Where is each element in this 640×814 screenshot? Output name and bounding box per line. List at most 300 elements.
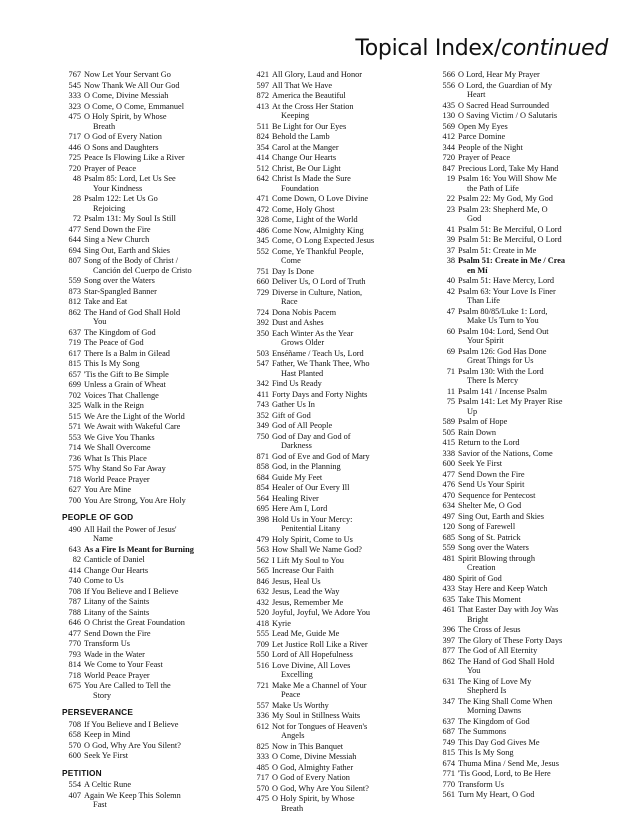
hymn-title [272, 681, 424, 700]
hymn-number: 28 [72, 194, 81, 203]
index-entry [248, 329, 424, 348]
hymn-title [458, 543, 614, 553]
hymn-number: 418 [256, 618, 269, 628]
hymn-title [458, 397, 614, 416]
index-entry [248, 504, 424, 514]
hymn-title-line: The King Shall Come When [458, 696, 553, 706]
index-entry [434, 522, 614, 532]
hymn-title-line: Deliver Us, O Lord of Truth [272, 277, 366, 286]
index-entry [60, 496, 238, 506]
hymn-title-line: Come, Ye Thankful People, [272, 246, 364, 256]
hymn-title-line: Psalm 51: Be Merciful, O Lord [458, 235, 562, 244]
hymn-title [272, 308, 424, 318]
hymn-number: 392 [256, 318, 269, 327]
index-column-2 [248, 70, 424, 814]
hymn-number: 345 [256, 236, 269, 245]
hymn-title [84, 132, 238, 142]
hymn-number: 684 [256, 472, 269, 482]
hymn-number: 824 [256, 132, 269, 141]
hymn-number: 637 [68, 327, 81, 337]
hymn-number: 788 [68, 607, 81, 617]
hymn-title-line: Lead Me, Guide Me [272, 629, 340, 638]
index-entry [434, 625, 614, 635]
hymn-title [272, 359, 424, 378]
hymn-title-continuation: Canción del Cuerpo de Cristo [93, 265, 192, 275]
hymn-title [84, 741, 238, 751]
index-entry [60, 112, 238, 131]
hymn-title-line: Prayer of Peace [458, 153, 511, 162]
hymn-title-continuation: Angels [281, 731, 305, 740]
hymn-number: 570 [68, 740, 81, 750]
index-entry [248, 390, 424, 400]
index-entry [248, 619, 424, 629]
hymn-title [272, 587, 424, 597]
hymn-title [84, 443, 238, 453]
index-entry [60, 741, 238, 751]
index-entry [60, 422, 238, 432]
index-entry [60, 475, 238, 485]
index-entry [248, 70, 424, 80]
index-entry [434, 387, 614, 397]
hymn-number: 22 [446, 194, 455, 203]
hymn-title [84, 555, 238, 565]
hymn-number: 862 [68, 307, 81, 317]
hymn-title [272, 452, 424, 462]
hymn-title-line: World Peace Prayer [84, 670, 150, 680]
hymn-number: 617 [68, 348, 81, 358]
hymn-title [272, 701, 424, 711]
hymn-title [272, 318, 424, 328]
hymn-title [272, 277, 424, 287]
index-entry [60, 297, 238, 307]
index-entry [434, 501, 614, 511]
hymn-title-line: Sing Out, Earth and Skies [458, 511, 544, 521]
index-entry [60, 443, 238, 453]
hymn-title [458, 417, 614, 427]
index-entry [248, 247, 424, 266]
hymn-title [272, 763, 424, 773]
hymn-title-line: As a Fire Is Meant for Burning [84, 544, 194, 554]
hymn-title [458, 307, 614, 326]
hymn-title [458, 657, 614, 676]
hymn-number: 490 [68, 524, 81, 534]
hymn-title-line: Sing Out, Earth and Skies [84, 245, 170, 255]
index-entry [248, 752, 424, 762]
hymn-title-line: Song of Farewell [458, 522, 516, 531]
hymn-title-line: Song of the Body of Christ / [84, 256, 179, 265]
hymn-title [272, 288, 424, 307]
hymn-number: 749 [442, 737, 455, 747]
hymn-title-continuation: Bright [467, 614, 489, 624]
hymn-title [272, 556, 424, 566]
hymn-number: 446 [68, 142, 81, 152]
hymn-title-line: Christ, Be Our Light [272, 163, 341, 173]
hymn-title-line: I Lift My Soul to You [272, 555, 344, 565]
index-entry [60, 349, 238, 359]
hymn-title-line: Dona Nobis Pacem [272, 307, 337, 317]
hymn-title [84, 454, 238, 464]
hymn-title [272, 640, 424, 650]
hymn-title [272, 379, 424, 389]
hymn-title-line: What Is This Place [84, 453, 147, 463]
hymn-title [84, 359, 238, 369]
hymn-number: 634 [442, 501, 455, 510]
hymn-title [458, 276, 614, 286]
hymn-number: 871 [256, 451, 269, 461]
index-entry [60, 629, 238, 639]
hymn-number: 646 [68, 618, 81, 627]
index-entry [60, 246, 238, 256]
hymn-title [84, 671, 238, 681]
index-column-3 [434, 70, 614, 801]
index-entry [248, 194, 424, 204]
hymn-title-line: Hold Us in Your Mercy: [272, 514, 353, 524]
hymn-number: 793 [68, 649, 81, 659]
hymn-title [272, 483, 424, 493]
hymn-number: 505 [442, 427, 455, 437]
hymn-number: 825 [256, 741, 269, 751]
hymn-title-continuation: Breath [281, 803, 304, 813]
hymn-title [272, 598, 424, 608]
hymn-number: 497 [442, 511, 455, 521]
hymn-title [84, 194, 238, 213]
hymn-number: 564 [256, 493, 269, 503]
hymn-number: 858 [256, 462, 269, 471]
hymn-title [84, 608, 238, 618]
index-entry [60, 91, 238, 101]
index-entry [434, 194, 614, 204]
hymn-title-line: Jesus, Lead the Way [272, 587, 340, 596]
hymn-title-line: The Hand of God Shall Hold [458, 656, 555, 666]
hymn-title-line: Psalm 85: Lord, Let Us See [84, 174, 176, 183]
hymn-number: 787 [68, 597, 81, 606]
index-entry [248, 288, 424, 307]
hymn-title-line: Transform Us [458, 779, 505, 789]
hymn-title-line: Psalm 22: My God, My God [458, 194, 553, 203]
hymn-title [272, 164, 424, 174]
hymn-title [458, 748, 614, 758]
hymn-number: 47 [446, 306, 455, 316]
index-entry [434, 122, 614, 132]
hymn-title [272, 349, 424, 359]
index-entry [248, 556, 424, 566]
hymn-title-continuation: Excelling [281, 670, 313, 679]
hymn-title [272, 411, 424, 421]
index-entry [248, 722, 424, 741]
hymn-title-line: We Await with Wakeful Care [84, 422, 181, 431]
hymn-title-line: There Is a Balm in Gilead [84, 348, 170, 358]
hymn-title-continuation: Fast [93, 800, 107, 809]
hymn-title-continuation: Shepherd Is [467, 686, 507, 695]
hymn-title-line: Now Thank We All Our God [84, 80, 180, 90]
hymn-title [458, 101, 614, 111]
index-entry [248, 174, 424, 193]
hymn-title [458, 522, 614, 532]
hymn-title-line: The Cross of Jesus [458, 625, 521, 634]
hymn-title [272, 70, 424, 80]
index-entry [434, 769, 614, 779]
hymn-number: 515 [68, 411, 81, 421]
hymn-title-line: Voices That Challenge [84, 390, 159, 400]
index-entry [434, 132, 614, 142]
hymn-title [84, 338, 238, 348]
hymn-title-line: Forty Days and Forty Nights [272, 389, 368, 399]
hymn-title-line: Behold the Lamb [272, 132, 330, 141]
hymn-title [458, 646, 614, 656]
hymn-title [84, 401, 238, 411]
hymn-title-line: Psalm 141 / Incense Psalm [458, 386, 547, 396]
page-title-main: Topical Index/ [355, 36, 502, 61]
hymn-title-line: God, in the Planning [272, 462, 341, 471]
hymn-title [458, 367, 614, 386]
hymn-number: 702 [68, 390, 81, 400]
index-entry [60, 555, 238, 565]
hymn-number: 48 [72, 174, 81, 183]
index-entry [434, 459, 614, 469]
hymn-title-line: O Sacred Head Surrounded [458, 100, 550, 110]
hymn-title-line: If You Believe and I Believe [84, 586, 179, 596]
index-entry [60, 730, 238, 740]
hymn-number: 559 [442, 543, 455, 552]
hymn-title-line: Psalm 126: God Has Done [458, 346, 547, 356]
hymn-number: 407 [68, 790, 81, 800]
hymn-number: 333 [68, 91, 81, 100]
hymn-title [272, 132, 424, 142]
hymn-title-line: The King of Love My [458, 676, 532, 686]
hymn-title [458, 636, 614, 646]
index-entry [434, 646, 614, 656]
hymn-title [272, 432, 424, 451]
hymn-number: 562 [256, 555, 269, 565]
hymn-title-line: 'Tis Good, Lord, to Be Here [458, 769, 551, 778]
hymn-number: 42 [446, 286, 455, 296]
hymn-number: 771 [442, 769, 455, 778]
hymn-title-line: Psalm 51: Create in Me / Crea [458, 256, 566, 265]
hymn-title-continuation: Peace [281, 690, 301, 699]
hymn-title [458, 111, 614, 121]
hymn-number: 415 [442, 438, 455, 447]
hymn-number: 354 [256, 142, 269, 152]
index-entry [434, 153, 614, 163]
hymn-title [84, 112, 238, 131]
hymn-title [458, 501, 614, 511]
index-entry [60, 525, 238, 544]
hymn-number: 396 [442, 625, 455, 634]
hymn-title-line: Psalm 131: My Soul Is Still [84, 214, 176, 223]
hymn-number: 470 [442, 490, 455, 500]
hymn-title [84, 576, 238, 586]
index-entry [248, 608, 424, 618]
index-entry [434, 101, 614, 111]
hymn-number: 19 [446, 174, 455, 183]
hymn-title-line: Holy Spirit, Come to Us [272, 534, 353, 544]
index-entry [434, 636, 614, 646]
hymn-title-line: The God of All Eternity [458, 646, 538, 655]
index-entry [60, 485, 238, 495]
index-entry [60, 225, 238, 235]
hymn-title [458, 449, 614, 459]
hymn-title-line: Peace Is Flowing Like a River [84, 153, 185, 162]
hymn-title-line: Savior of the Nations, Come [458, 448, 553, 458]
index-entry [434, 677, 614, 696]
hymn-title-line: Parce Domine [458, 132, 506, 141]
hymn-number: 435 [442, 100, 455, 110]
hymn-number: 724 [256, 307, 269, 317]
hymn-title [458, 235, 614, 245]
hymn-title-line: Psalm 63: Your Love Is Finer [458, 286, 556, 296]
hymn-title-line: Christ Is Made the Sure [272, 174, 351, 183]
index-entry [434, 235, 614, 245]
hymn-title-line: Send Down the Fire [458, 469, 525, 479]
hymn-number: 550 [256, 650, 269, 659]
hymn-title-line: Carol at the Manger [272, 142, 339, 152]
hymn-title [84, 485, 238, 495]
hymn-number: 432 [256, 597, 269, 607]
hymn-title [84, 780, 238, 790]
hymn-title-line: Prayer of Peace [84, 163, 137, 173]
hymn-title [272, 205, 424, 215]
hymn-number: 743 [256, 400, 269, 409]
hymn-title [272, 174, 424, 193]
hymn-title-line: You Are Called to Tell the [84, 681, 171, 690]
hymn-title-line: Jesus, Heal Us [272, 576, 321, 586]
hymn-title-continuation: Hast Planted [281, 368, 324, 378]
index-entry [434, 174, 614, 193]
index-entry [434, 307, 614, 326]
index-entry [60, 370, 238, 380]
hymn-title [458, 164, 614, 174]
index-entry [60, 660, 238, 670]
hymn-title-line: O Come, Divine Messiah [272, 752, 357, 761]
hymn-number: 736 [68, 453, 81, 463]
hymn-title-line: O Lord, Hear My Prayer [458, 70, 540, 79]
hymn-number: 520 [256, 608, 269, 617]
page-title-continued: continued [501, 36, 608, 61]
hymn-number: 344 [442, 142, 455, 152]
hymn-title-line: Change Our Hearts [272, 153, 337, 162]
hymn-title-line: Transform Us [84, 639, 131, 648]
hymn-title-line: Make Us Worthy [272, 700, 329, 710]
hymn-title-line: All Glory, Laud and Honor [272, 70, 363, 79]
hymn-title-line: We Shall Overcome [84, 443, 151, 452]
hymn-title [84, 297, 238, 307]
index-entry [60, 132, 238, 142]
hymn-title [84, 308, 238, 327]
index-entry [434, 438, 614, 448]
hymn-title-line: Return to the Lord [458, 438, 520, 447]
hymn-title-continuation: Up [467, 406, 478, 416]
index-entry [248, 681, 424, 700]
hymn-title-line: God of Eve and God of Mary [272, 451, 370, 461]
hymn-title [458, 554, 614, 573]
hymn-title [272, 515, 424, 534]
hymn-number: 328 [256, 215, 269, 224]
hymn-title [458, 174, 614, 193]
index-entry [248, 711, 424, 721]
index-entry [60, 639, 238, 649]
hymn-number: 721 [256, 680, 269, 690]
hymn-title [84, 720, 238, 730]
hymn-title-line: Psalm 51: Be Merciful, O Lord [458, 224, 562, 234]
hymn-title [458, 256, 614, 275]
hymn-title [84, 525, 238, 544]
hymn-title [458, 533, 614, 543]
hymn-number: 397 [442, 635, 455, 645]
hymn-title [458, 574, 614, 584]
index-entry [248, 318, 424, 328]
section-heading: PETITION [62, 767, 102, 778]
hymn-title [84, 433, 238, 443]
hymn-title-line: The Summons [458, 727, 507, 736]
hymn-title [272, 722, 424, 741]
hymn-title [458, 697, 614, 716]
index-entry [248, 794, 424, 813]
hymn-title [272, 226, 424, 236]
hymn-number: 414 [68, 565, 81, 575]
hymn-title [272, 619, 424, 629]
index-entry [248, 349, 424, 359]
hymn-title-line: Father, We Thank Thee, Who [272, 359, 370, 368]
hymn-title-line: My Soul in Stillness Waits [272, 711, 361, 720]
hymn-number: 476 [442, 480, 455, 489]
index-entry [434, 327, 614, 346]
index-entry [60, 671, 238, 681]
hymn-title [84, 102, 238, 112]
hymn-number: 338 [442, 448, 455, 458]
hymn-title-line: O God, Why Are You Silent? [272, 783, 369, 793]
page-title [355, 36, 608, 61]
hymn-title-continuation: You [93, 317, 107, 326]
hymn-title-line: O Holy Spirit, by Whose [84, 112, 167, 121]
hymn-title-line: Take This Moment [458, 594, 521, 604]
hymn-number: 414 [256, 153, 269, 162]
hymn-title-line: America the Beautiful [272, 91, 346, 100]
hymn-title-line: Stay Here and Keep Watch [458, 584, 548, 593]
index-entry [434, 543, 614, 553]
index-entry [60, 391, 238, 401]
hymn-title [84, 246, 238, 256]
hymn-title-continuation: the Path of Life [467, 183, 519, 193]
hymn-title [84, 597, 238, 607]
index-entry [434, 276, 614, 286]
hymn-number: 516 [256, 660, 269, 670]
hymn-title [84, 412, 238, 422]
hymn-title [458, 246, 614, 256]
hymn-title-line: Guide My Feet [272, 472, 323, 482]
hymn-title [272, 91, 424, 101]
hymn-number: 847 [442, 163, 455, 173]
hymn-number: 479 [256, 534, 269, 544]
index-entry [248, 215, 424, 225]
hymn-number: 718 [68, 474, 81, 484]
hymn-title-line: Come Down, O Love Divine [272, 194, 369, 203]
hymn-title-line: The Kingdom of God [458, 716, 530, 726]
hymn-number: 589 [442, 417, 455, 426]
hymn-number: 685 [442, 532, 455, 542]
hymn-number: 475 [256, 794, 269, 803]
index-entry [248, 236, 424, 246]
hymn-title-line: Turn My Heart, O God [458, 790, 535, 799]
section-heading: PEOPLE OF GOD [62, 512, 134, 522]
hymn-title-line: Song over the Waters [458, 543, 529, 552]
hymn-title [272, 267, 424, 277]
hymn-title-continuation: Come [281, 256, 301, 265]
hymn-number: 770 [442, 779, 455, 789]
index-entry [434, 657, 614, 676]
hymn-title-line: Now Let Your Servant Go [84, 70, 171, 79]
hymn-title-line: Seek Ye First [84, 751, 129, 760]
hymn-number: 674 [442, 758, 455, 768]
